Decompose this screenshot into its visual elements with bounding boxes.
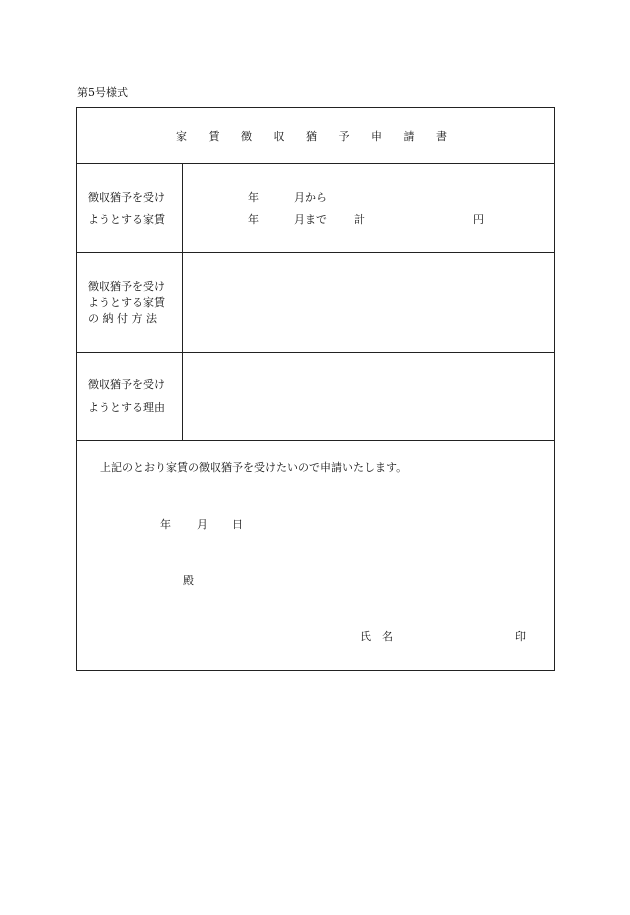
payment-method-label-line-3: の 納 付 方 法 (88, 312, 157, 325)
reason-label-line-2: ようとする理由 (88, 401, 165, 414)
form-title: 家 賃 徴 収 猶 予 申 請 書 (176, 130, 456, 143)
date-day-label: 日 (232, 518, 243, 531)
divider (76, 252, 555, 253)
from-year-label: 年 (248, 191, 259, 204)
payment-method-label-line-1: 徴収猶予を受け (88, 280, 165, 293)
column-divider (182, 163, 183, 441)
divider (76, 440, 555, 441)
to-month-label: 月まで (294, 213, 327, 226)
date-year-label: 年 (160, 518, 171, 531)
payment-method-label-line-2: ようとする家賃 (88, 296, 165, 309)
form-number: 第5号様式 (77, 86, 128, 99)
applicant-name-label: 氏 名 (360, 630, 393, 643)
divider (76, 352, 555, 353)
addressee-suffix: 殿 (183, 574, 194, 587)
divider (76, 163, 555, 164)
rent-period-label-line-1: 徴収猶予を受け (88, 191, 165, 204)
from-month-label: 月から (294, 191, 327, 204)
reason-label-line-1: 徴収猶予を受け (88, 378, 165, 391)
seal-mark: 印 (515, 630, 526, 643)
to-year-label: 年 (248, 213, 259, 226)
rent-period-label-line-2: ようとする家賃 (88, 213, 165, 226)
application-statement: 上記のとおり家賃の徴収猶予を受けたいので申請いたします。 (100, 461, 408, 474)
total-label: 計 (354, 213, 365, 226)
date-month-label: 月 (197, 518, 208, 531)
yen-label: 円 (473, 213, 484, 226)
